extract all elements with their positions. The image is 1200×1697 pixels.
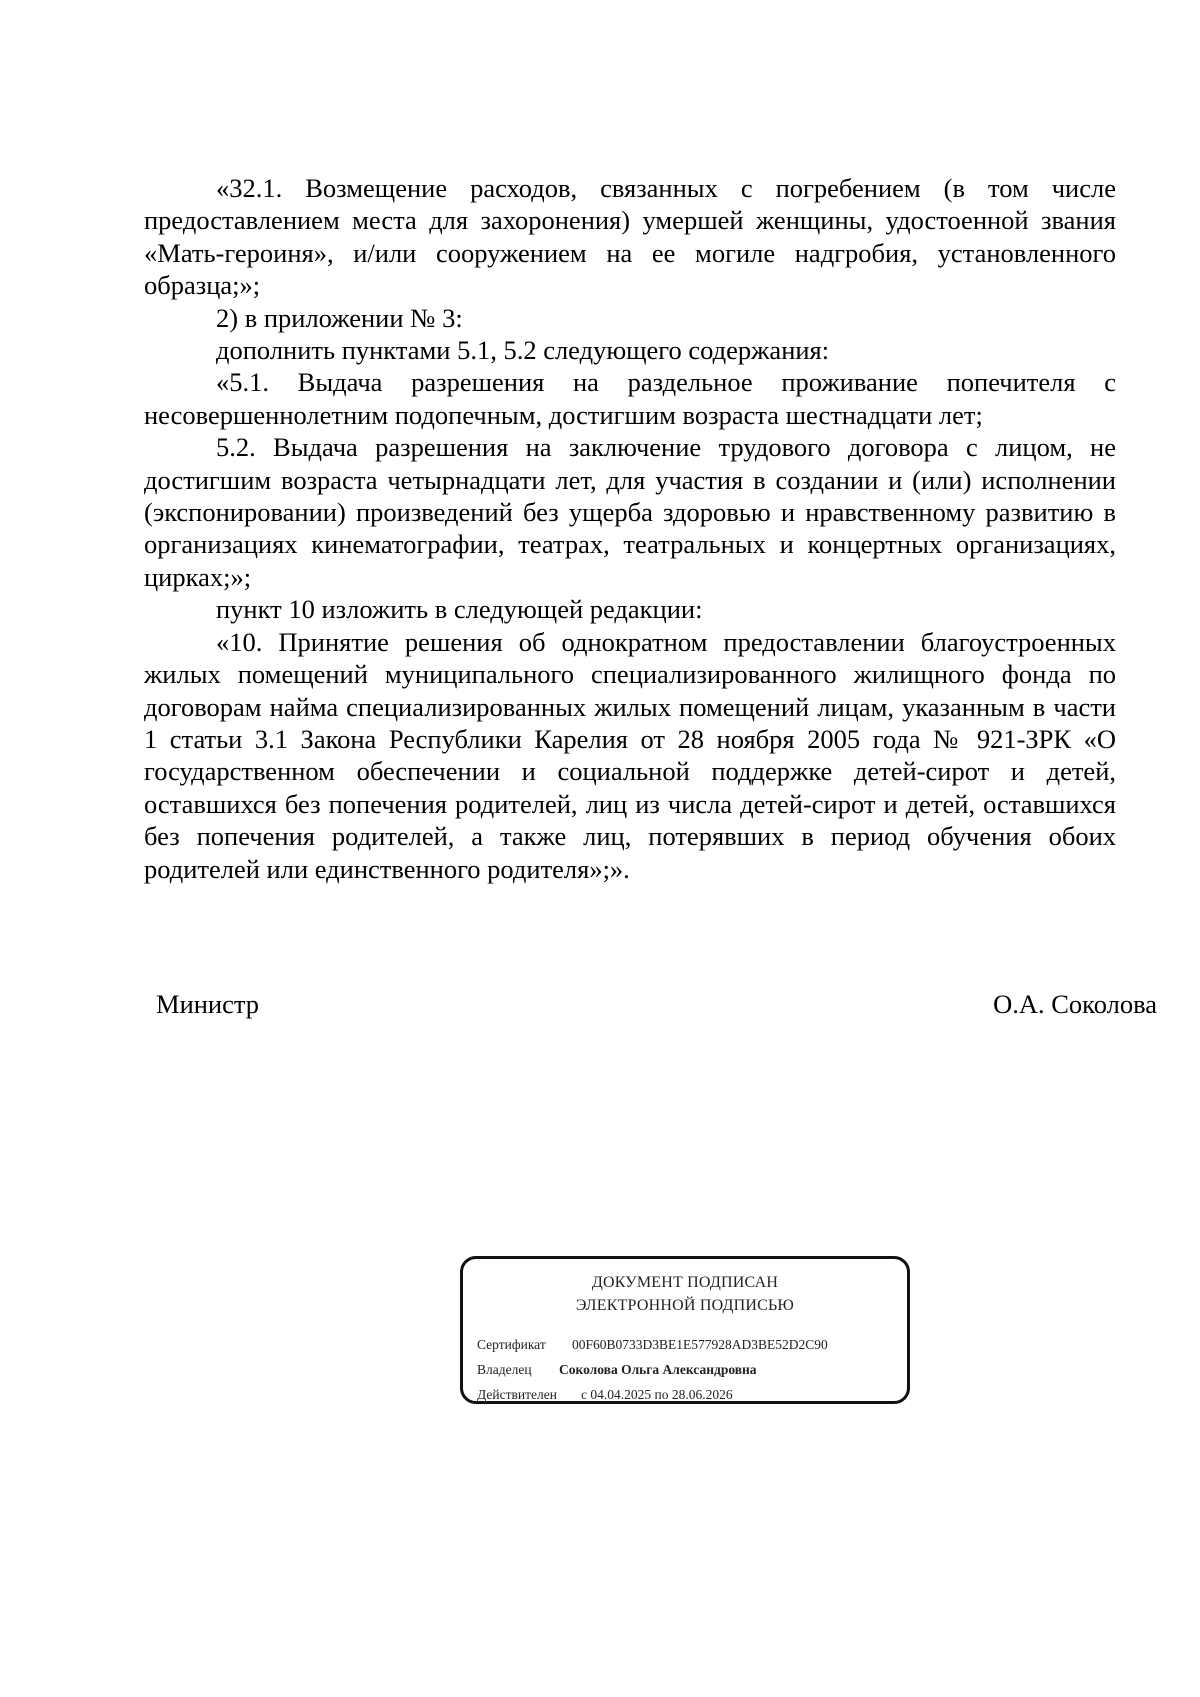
document-body <box>144 172 1116 885</box>
validity-label: Действителен <box>477 1387 557 1402</box>
stamp-validity-row <box>477 1386 733 1404</box>
paragraph-32-1: «32.1. Возмещение расходов, связанных с погребением (в том числе предоставлением места для захоронения) умершей женщины, удостоенной звания «Мать-героиня», и/или сооружением на ее могиле надгробия, установленного образца;»; <box>144 173 1116 301</box>
paragraph-item-10: «10. Принятие решения об однократном предоставлении благоустроенных жилых помещений муниципального специализированного жилищного фонда по договорам найма специализированных жилых помещений лицам, указанным в части 1 статьи 3.1 Закона Республики Карелия от 28 ноября 2005 года № 921-ЗРК «О государственном обеспечении и социальной поддержке детей-сирот и детей, оставшихся без попечения родителей, лиц из числа детей-сирот и детей, оставшихся без попечения родителей, а также лиц, потерявших в период обучения обоих родителей или единственного родителя»;». <box>144 626 1116 884</box>
certificate-label: Сертификат <box>477 1337 546 1352</box>
stamp-heading <box>463 1271 907 1317</box>
certificate-value: 00F60B0733D3BE1E577928AD3BE52D2C90 <box>572 1337 828 1352</box>
stamp-heading-line-2: ЭЛЕКТРОННОЙ ПОДПИСЬЮ <box>575 1297 795 1314</box>
stamp-owner-row <box>477 1361 757 1379</box>
paragraph-5-1: «5.1. Выдача разрешения на раздельное проживание попечителя с несовершеннолетним подопечным, достигшим возраста шестнадцати лет; <box>144 367 1116 430</box>
paragraph-5-2: 5.2. Выдача разрешения на заключение трудового договора с лицом, не достигшим возраста четырнадцати лет, для участия в создании и (или) исполнении (экспонировании) произведений без ущерба здоровью и нравственному развитию в организациях кинематографии, театрах, театральных и концертных организациях, цирках;»; <box>144 432 1116 592</box>
signatory-name: О.А. Соколова <box>993 989 1157 1019</box>
owner-value: Соколова Ольга Александровна <box>559 1362 757 1377</box>
validity-value: с 04.04.2025 по 28.06.2026 <box>581 1387 733 1402</box>
owner-label: Владелец <box>477 1362 532 1377</box>
paragraph-appendix-3: 2) в приложении № 3: <box>216 302 463 333</box>
signature-block <box>156 987 1157 1027</box>
signatory-title: Министр <box>156 989 260 1019</box>
electronic-signature-stamp <box>460 1256 910 1404</box>
stamp-certificate-row <box>477 1336 828 1354</box>
paragraph-add-items: дополнить пунктами 5.1, 5.2 следующего содержания: <box>216 335 830 366</box>
paragraph-item-10-intro: пункт 10 изложить в следующей редакции: <box>216 594 703 625</box>
stamp-heading-line-1: ДОКУМЕНТ ПОДПИСАН <box>591 1274 779 1291</box>
